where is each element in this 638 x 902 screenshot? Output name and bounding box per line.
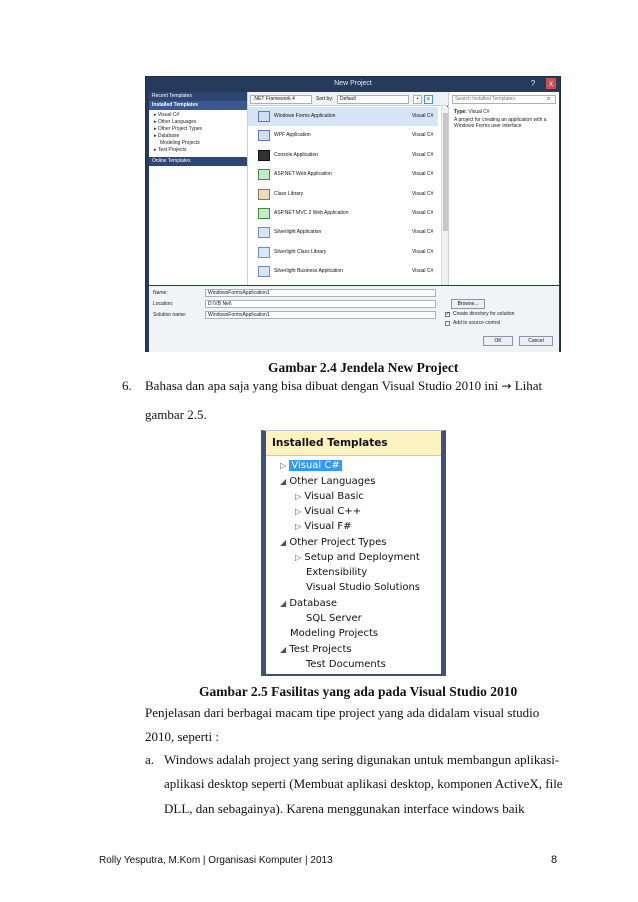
template-row[interactable]: ASP.NET Web Application Visual C# xyxy=(248,165,438,184)
expand-arrow-icon[interactable]: ▷ xyxy=(295,492,302,501)
close-button[interactable]: x xyxy=(546,78,556,89)
tree-node[interactable]: Visual Studio Solutions xyxy=(306,582,421,593)
browse-button[interactable]: Browse... xyxy=(451,299,485,309)
class-library-icon xyxy=(258,189,270,200)
expand-arrow-icon[interactable]: ▷ xyxy=(295,522,302,531)
silverlight-icon xyxy=(258,227,270,238)
type-row xyxy=(454,109,490,115)
template-row[interactable]: Silverlight Class Library Visual C# xyxy=(248,243,438,262)
search-icon[interactable]: ⌕ xyxy=(547,95,551,102)
tree-item[interactable]: ▸ Visual C# xyxy=(154,112,180,118)
collapse-arrow-icon[interactable]: ◢ xyxy=(280,645,287,654)
tree-item[interactable]: Modeling Projects xyxy=(160,140,200,146)
collapse-arrow-icon[interactable]: ◢ xyxy=(280,538,287,547)
windows-forms-icon xyxy=(258,111,270,122)
template-row[interactable]: Class Library Visual C# xyxy=(248,185,438,204)
expand-arrow-icon[interactable]: ▷ xyxy=(295,553,302,562)
tree-node[interactable]: ◢ Test Projects xyxy=(280,644,352,655)
templates-panel xyxy=(247,92,447,285)
sort-select[interactable]: Default xyxy=(337,95,409,104)
template-description: A project for creating an application with a xyxy=(454,117,547,123)
cancel-button[interactable]: Cancel xyxy=(519,336,553,346)
template-row[interactable]: WPF Application Visual C# xyxy=(248,126,438,145)
item-a-line: DLL, dan sebagainya). Karena menggunakan interface windows baik xyxy=(164,801,525,816)
recent-templates[interactable]: Recent Templates xyxy=(149,92,247,101)
item-6-line: Bahasa dan apa saja yang bisa dibuat dengan Visual Studio 2010 ini xyxy=(145,378,499,393)
small-icons-view-icon[interactable]: ▪ xyxy=(413,95,422,104)
tree-node[interactable]: SQL Server xyxy=(306,613,362,624)
installed-templates[interactable]: Installed Templates xyxy=(149,101,247,110)
solution-name-label: Solution name: xyxy=(153,312,187,318)
solution-name-input[interactable]: WindowsFormsApplication1 xyxy=(205,311,436,319)
collapse-arrow-icon[interactable]: ◢ xyxy=(280,477,287,486)
tree-header: Installed Templates xyxy=(266,431,441,456)
templates-toolbar xyxy=(248,92,448,106)
item-6-line: gambar 2.5. xyxy=(145,407,207,422)
tree-node[interactable]: Extensibility xyxy=(306,567,368,578)
silverlight-business-icon xyxy=(258,266,270,277)
name-label: Name: xyxy=(153,290,168,296)
see-link: Lihat xyxy=(514,378,543,393)
tree-node[interactable]: ▷ Visual C++ xyxy=(295,506,362,517)
expand-arrow-icon[interactable]: ▷ xyxy=(280,461,287,470)
create-directory-label: Create directory for solution xyxy=(453,311,515,317)
template-row[interactable]: Windows Forms Application Visual C# xyxy=(248,107,438,126)
wpf-icon xyxy=(258,130,270,141)
template-row[interactable]: Console Application Visual C# xyxy=(248,146,438,165)
installed-templates-tree xyxy=(261,430,446,676)
location-input[interactable]: D:\VB Net\ xyxy=(205,300,436,308)
figure-caption-2-4: Gambar 2.4 Jendela New Project xyxy=(268,360,459,375)
search-templates-input[interactable]: Search Installed Templates xyxy=(452,95,556,104)
new-project-dialog xyxy=(145,76,561,352)
item-label: a. xyxy=(145,752,155,767)
page-number: 8 xyxy=(551,854,558,866)
type-value: Visual C# xyxy=(468,109,490,115)
type-label: Type: xyxy=(454,109,467,115)
create-directory-checkbox[interactable]: ✓ xyxy=(446,311,451,317)
online-templates[interactable]: Online Templates xyxy=(149,157,247,166)
template-row[interactable]: Silverlight Business Application Visual C# xyxy=(248,262,438,281)
tree-node[interactable]: ◢ Database xyxy=(280,598,338,609)
web-application-icon xyxy=(258,169,270,180)
template-categories-panel xyxy=(149,92,247,285)
tree-node[interactable]: ▷ Visual Basic xyxy=(295,491,364,502)
item-a-line: Windows adalah project yang sering digunakan untuk membangun aplikasi- xyxy=(164,752,560,767)
source-control-label: Add to source control xyxy=(453,320,501,326)
templates-list xyxy=(248,107,440,285)
framework-select[interactable]: .NET Framework 4 xyxy=(250,95,312,104)
template-row[interactable]: ASP.NET MVC 2 Web Application Visual C# xyxy=(248,204,438,223)
ok-button[interactable]: OK xyxy=(483,336,513,346)
tree-node[interactable]: ◢ Other Project Types xyxy=(280,537,387,548)
item-6-text xyxy=(145,378,542,394)
project-form xyxy=(149,286,559,352)
template-info-panel xyxy=(448,92,559,285)
tree-node[interactable]: ◢ Other Languages xyxy=(280,476,376,487)
arrow-icon: → xyxy=(501,379,512,393)
figure-caption-2-5: Gambar 2.5 Fasilitas yang ada pada Visual Studio 2010 xyxy=(199,684,518,699)
collapse-arrow-icon[interactable]: ◢ xyxy=(280,599,287,608)
name-input[interactable]: WindowsFormsApplication1 xyxy=(205,289,436,297)
tree-node[interactable]: Modeling Projects xyxy=(290,628,379,639)
tree-node[interactable]: Test Documents xyxy=(306,659,386,670)
tree-item[interactable]: ▸ Database xyxy=(154,133,180,139)
tree-node[interactable]: ▷ Visual F# xyxy=(295,521,352,532)
template-row[interactable]: Silverlight Application Visual C# xyxy=(248,223,438,242)
tree-item[interactable]: ▸ Other Project Types xyxy=(154,126,203,132)
mvc-application-icon xyxy=(258,208,270,219)
paragraph-line: 2010, seperti : xyxy=(145,729,220,744)
paragraph-line: Penjelasan dari berbagai macam tipe project yang ada didalam visual studio xyxy=(145,705,540,720)
page-footer: Rolly Yesputra, M.Kom | Organisasi Komputer | 2013 xyxy=(99,855,333,866)
help-button[interactable]: ? xyxy=(530,79,536,88)
tree-item[interactable]: ▸ Test Projects xyxy=(154,147,187,153)
console-icon xyxy=(258,150,270,161)
templates-scrollbar[interactable] xyxy=(441,107,448,285)
list-view-icon[interactable]: ≡ xyxy=(424,95,433,104)
tree-node[interactable]: ▷ Setup and Deployment xyxy=(295,552,420,563)
item-number: 6. xyxy=(122,378,132,393)
source-control-checkbox[interactable] xyxy=(445,321,450,326)
template-description: Windows Forms user interface xyxy=(454,123,522,129)
silverlight-class-library-icon xyxy=(258,247,270,258)
tree-node[interactable]: ▷ Visual C# xyxy=(280,460,340,471)
expand-arrow-icon[interactable]: ▷ xyxy=(295,507,302,516)
dialog-title: New Project xyxy=(334,80,372,87)
item-a-line: aplikasi desktop seperti (Membuat aplikasi desktop, komponen ActiveX, file xyxy=(164,776,563,791)
sort-label: Sort by: xyxy=(316,96,334,102)
tree-item[interactable]: ▸ Other Languages xyxy=(154,119,197,125)
location-label: Location: xyxy=(153,301,174,307)
